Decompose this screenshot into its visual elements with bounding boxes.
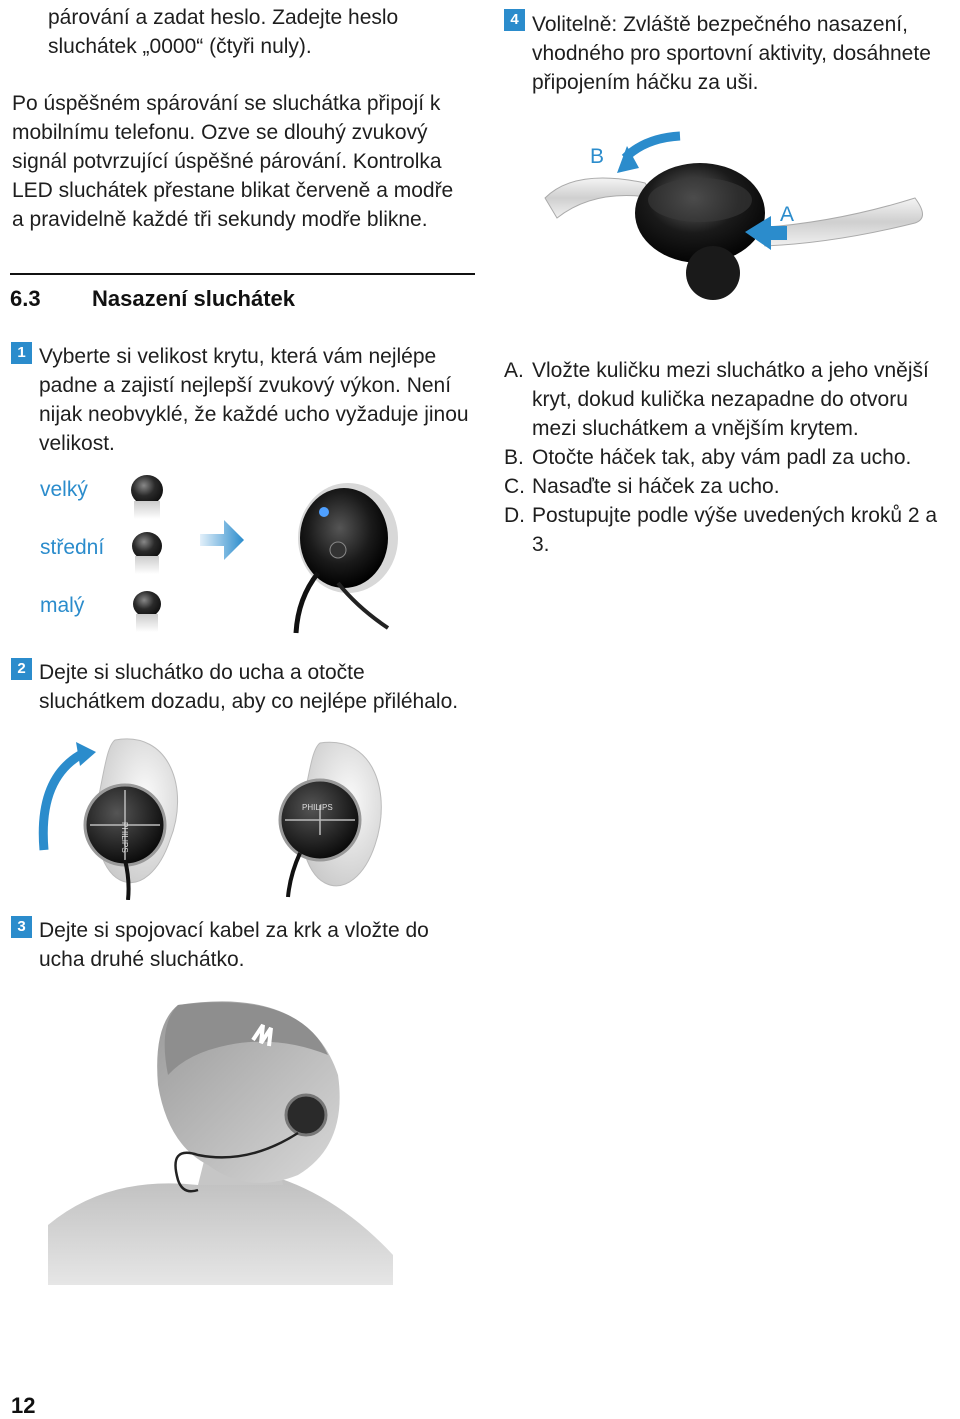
ear-hook-illustration bbox=[535, 128, 935, 308]
size-label-large: velký bbox=[40, 478, 88, 501]
tip-medium-icon bbox=[132, 532, 162, 574]
step-4-badge: 4 bbox=[504, 9, 525, 31]
tip-large-icon bbox=[131, 475, 163, 519]
section-number: 6.3 bbox=[10, 286, 41, 311]
size-label-medium: střední bbox=[40, 536, 105, 559]
hook-step-c-text: Nasaďte si háček za ucho. bbox=[532, 475, 780, 498]
hook-step-a bbox=[504, 356, 960, 443]
brand-label-2: PHILIPS bbox=[302, 803, 333, 812]
hook-step-b bbox=[504, 443, 960, 472]
earpiece-with-tip-illustration bbox=[278, 478, 408, 638]
pairing-line: Po úspěšném spárování se sluchátka připojí k bbox=[12, 92, 441, 115]
step-2-badge: 2 bbox=[11, 658, 32, 680]
label-b: B bbox=[590, 145, 605, 168]
hook-step-d-key: D. bbox=[504, 504, 525, 527]
step-4-line: Volitelně: Zvláště bezpečného nasazení, bbox=[532, 13, 908, 36]
label-a: A bbox=[780, 203, 795, 226]
step-3-line: Dejte si spojovací kabel za krk a vložte do bbox=[39, 919, 429, 942]
page-number: 12 bbox=[11, 1393, 36, 1418]
step-4-line: vhodného pro sportovní aktivity, dosáhnete bbox=[532, 42, 931, 65]
step-3-badge: 3 bbox=[11, 916, 32, 938]
ear-fitted-illustration bbox=[240, 735, 390, 900]
tip-small-icon bbox=[133, 591, 161, 632]
hook-step-a-line: mezi sluchátkem a vnějším krytem. bbox=[532, 417, 859, 440]
hook-step-d bbox=[504, 501, 960, 559]
ear-rotate-illustration bbox=[30, 730, 190, 900]
step-4-line: připojením háčku za uši. bbox=[532, 71, 759, 94]
intro-line-2: sluchátek „0000“ (čtyři nuly). bbox=[48, 35, 312, 58]
pairing-line: LED sluchátek přestane blikat červeně a modře bbox=[12, 179, 454, 202]
hook-step-c bbox=[504, 472, 960, 501]
hook-step-b-key: B. bbox=[504, 446, 524, 469]
intro-text bbox=[48, 3, 398, 61]
section-rule bbox=[10, 273, 475, 275]
arrow-right-icon bbox=[198, 518, 246, 562]
hook-steps-list bbox=[504, 356, 960, 559]
arrow-b-icon bbox=[625, 136, 680, 158]
step-1-line: velikost. bbox=[39, 432, 115, 455]
step-3-line: ucha druhé sluchátko. bbox=[39, 948, 245, 971]
step-1-line: Vyberte si velikost krytu, která vám nejlépe bbox=[39, 345, 437, 368]
pairing-paragraph bbox=[12, 89, 453, 234]
head-with-headset-illustration bbox=[48, 995, 393, 1285]
step-1-text bbox=[39, 342, 469, 458]
hook-step-a-line: Vložte kuličku mezi sluchátko a jeho vnější bbox=[532, 359, 929, 382]
hook-step-a-line: kryt, dokud kulička nezapadne do otvoru bbox=[532, 388, 908, 411]
hook-step-c-key: C. bbox=[504, 475, 525, 498]
step-2-line: sluchátkem dozadu, aby co nejlépe přiléhalo. bbox=[39, 690, 459, 713]
step-1-badge: 1 bbox=[11, 342, 32, 364]
pairing-line: mobilnímu telefonu. Ozve se dlouhý zvukový bbox=[12, 121, 428, 144]
ear-tips-illustration bbox=[120, 468, 180, 638]
step-1-line: padne a zajistí nejlepší zvukový výkon. Není bbox=[39, 374, 452, 397]
size-label-small: malý bbox=[40, 594, 85, 617]
hook-step-d-text: Postupujte podle výše uvedených kroků 2 a 3. bbox=[532, 504, 938, 556]
step-4-text bbox=[532, 10, 931, 97]
pairing-line: a pravidelně každé tři sekundy modře blikne. bbox=[12, 208, 428, 231]
step-2-text bbox=[39, 658, 458, 716]
rotate-arrow-icon bbox=[43, 755, 80, 850]
brand-label-1: PHILIPS bbox=[120, 822, 129, 853]
intro-line-1: párování a zadat heslo. Zadejte heslo bbox=[48, 6, 399, 29]
section-title: Nasazení sluchátek bbox=[92, 286, 295, 311]
hook-step-b-text: Otočte háček tak, aby vám padl za ucho. bbox=[532, 446, 912, 469]
pairing-line: signál potvrzující úspěšné párování. Kontrolka bbox=[12, 150, 442, 173]
step-3-text bbox=[39, 916, 429, 974]
hook-step-a-key: A. bbox=[504, 359, 524, 382]
step-1-line: nijak neobvyklé, že každé ucho vyžaduje jinou bbox=[39, 403, 469, 426]
step-2-line: Dejte si sluchátko do ucha a otočte bbox=[39, 661, 365, 684]
